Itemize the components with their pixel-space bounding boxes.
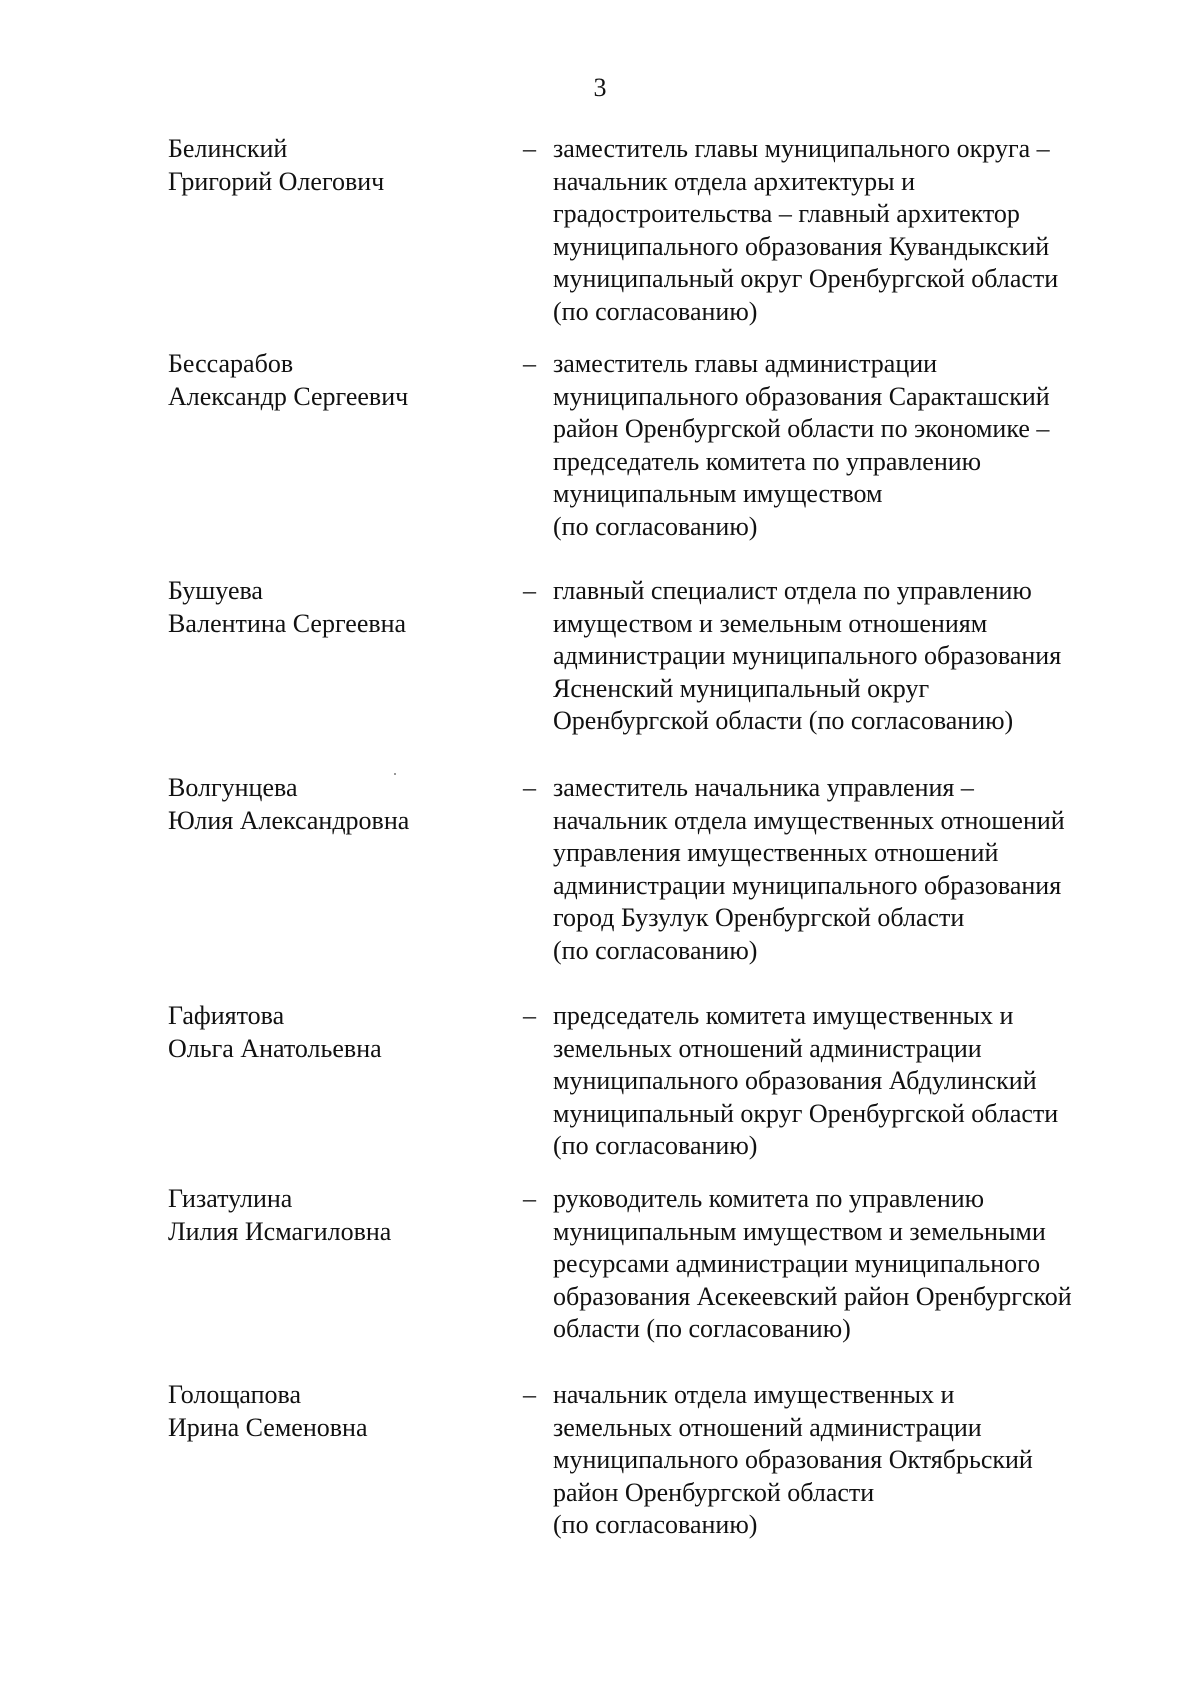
role-line: муниципальным имуществом и земельными (553, 1216, 1046, 1246)
member-surname: Голощапова (168, 1380, 301, 1409)
member-name (168, 1379, 508, 1444)
member-surname: Белинский (168, 134, 288, 163)
member-name (168, 1000, 508, 1065)
role-line: муниципального образования Саракташский (553, 381, 1050, 411)
member-given-names: Григорий Олегович (168, 166, 385, 196)
member-role (553, 575, 1153, 738)
member-role (553, 1183, 1153, 1346)
role-line: муниципального образования Октябрьский (553, 1445, 1033, 1474)
role-line: заместитель главы администрации (553, 349, 938, 378)
member-role (553, 772, 1153, 967)
role-line: председатель комитета по управлению (553, 446, 982, 476)
member-name (168, 133, 508, 198)
member-surname: Волгунцева (168, 773, 298, 802)
role-line: город Бузулук Оренбургской области (553, 903, 965, 932)
role-line: муниципального образования Абдулинский (553, 1066, 1037, 1095)
role-line: администрации муниципального образования (553, 641, 1062, 670)
member-given-names: Лилия Исмагиловна (168, 1216, 392, 1246)
separator-dash: – (523, 773, 536, 802)
role-line: администрации муниципального образования (553, 870, 1062, 900)
member-name (168, 575, 508, 640)
member-role (553, 1379, 1153, 1542)
role-line: район Оренбургской области (553, 1477, 875, 1507)
member-surname: Бессарабов (168, 349, 294, 378)
scan-speck (394, 773, 396, 775)
separator-dash: – (523, 1184, 536, 1213)
member-surname: Бушуева (168, 576, 263, 605)
role-line: главный специалист отдела по управлению (553, 576, 1032, 605)
separator-dash: – (523, 576, 536, 605)
member-surname: Гафиятова (168, 1001, 285, 1030)
page-number: 3 (593, 73, 607, 102)
separator-dash: – (523, 1380, 536, 1409)
member-given-names: Юлия Александровна (168, 805, 410, 835)
role-line: управления имущественных отношений (553, 838, 999, 867)
separator-dash: – (523, 349, 536, 378)
role-line: Оренбургской области (по согласованию) (553, 706, 1014, 735)
member-surname: Гизатулина (168, 1184, 293, 1213)
separator-dash: – (523, 1001, 536, 1030)
role-line: земельных отношений администрации (553, 1412, 982, 1442)
member-given-names: Валентина Сергеевна (168, 608, 407, 638)
role-line: (по согласованию) (553, 1510, 758, 1539)
member-name (168, 348, 508, 413)
role-line: образования Асекеевский район Оренбургской (553, 1281, 1072, 1311)
role-line: муниципальным имуществом (553, 479, 883, 508)
role-line: председатель комитета имущественных и (553, 1001, 1014, 1030)
role-line: район Оренбургской области по экономике – (553, 414, 1050, 443)
role-line: начальник отдела имущественных и (553, 1380, 955, 1409)
role-line: Ясненский муниципальный округ (553, 673, 930, 703)
member-given-names: Александр Сергеевич (168, 381, 409, 411)
member-name (168, 772, 508, 837)
role-line: заместитель главы муниципального округа – (553, 134, 1050, 163)
role-line: начальник отдела имущественных отношений (553, 805, 1065, 835)
member-role (553, 1000, 1153, 1163)
member-role (553, 348, 1153, 543)
member-given-names: Ирина Семеновна (168, 1412, 368, 1442)
member-given-names: Ольга Анатольевна (168, 1033, 382, 1063)
role-line: (по согласованию) (553, 296, 758, 326)
role-line: (по согласованию) (553, 935, 758, 965)
role-line: имуществом и земельным отношениям (553, 608, 988, 638)
role-line: заместитель начальника управления – (553, 773, 974, 802)
role-line: градостроительства – главный архитектор (553, 199, 1020, 228)
role-line: ресурсами администрации муниципального (553, 1249, 1041, 1278)
role-line: области (по согласованию) (553, 1314, 851, 1343)
separator-dash: – (523, 134, 536, 163)
role-line: муниципальный округ Оренбургской области (553, 264, 1059, 293)
member-name (168, 1183, 508, 1248)
role-line: руководитель комитета по управлению (553, 1184, 985, 1213)
role-line: муниципальный округ Оренбургской области (553, 1098, 1059, 1128)
role-line: начальник отдела архитектуры и (553, 166, 916, 196)
role-line: муниципального образования Кувандыкский (553, 231, 1050, 261)
role-line: (по согласованию) (553, 511, 758, 541)
member-role (553, 133, 1153, 328)
role-line: (по согласованию) (553, 1131, 758, 1160)
role-line: земельных отношений администрации (553, 1033, 982, 1063)
